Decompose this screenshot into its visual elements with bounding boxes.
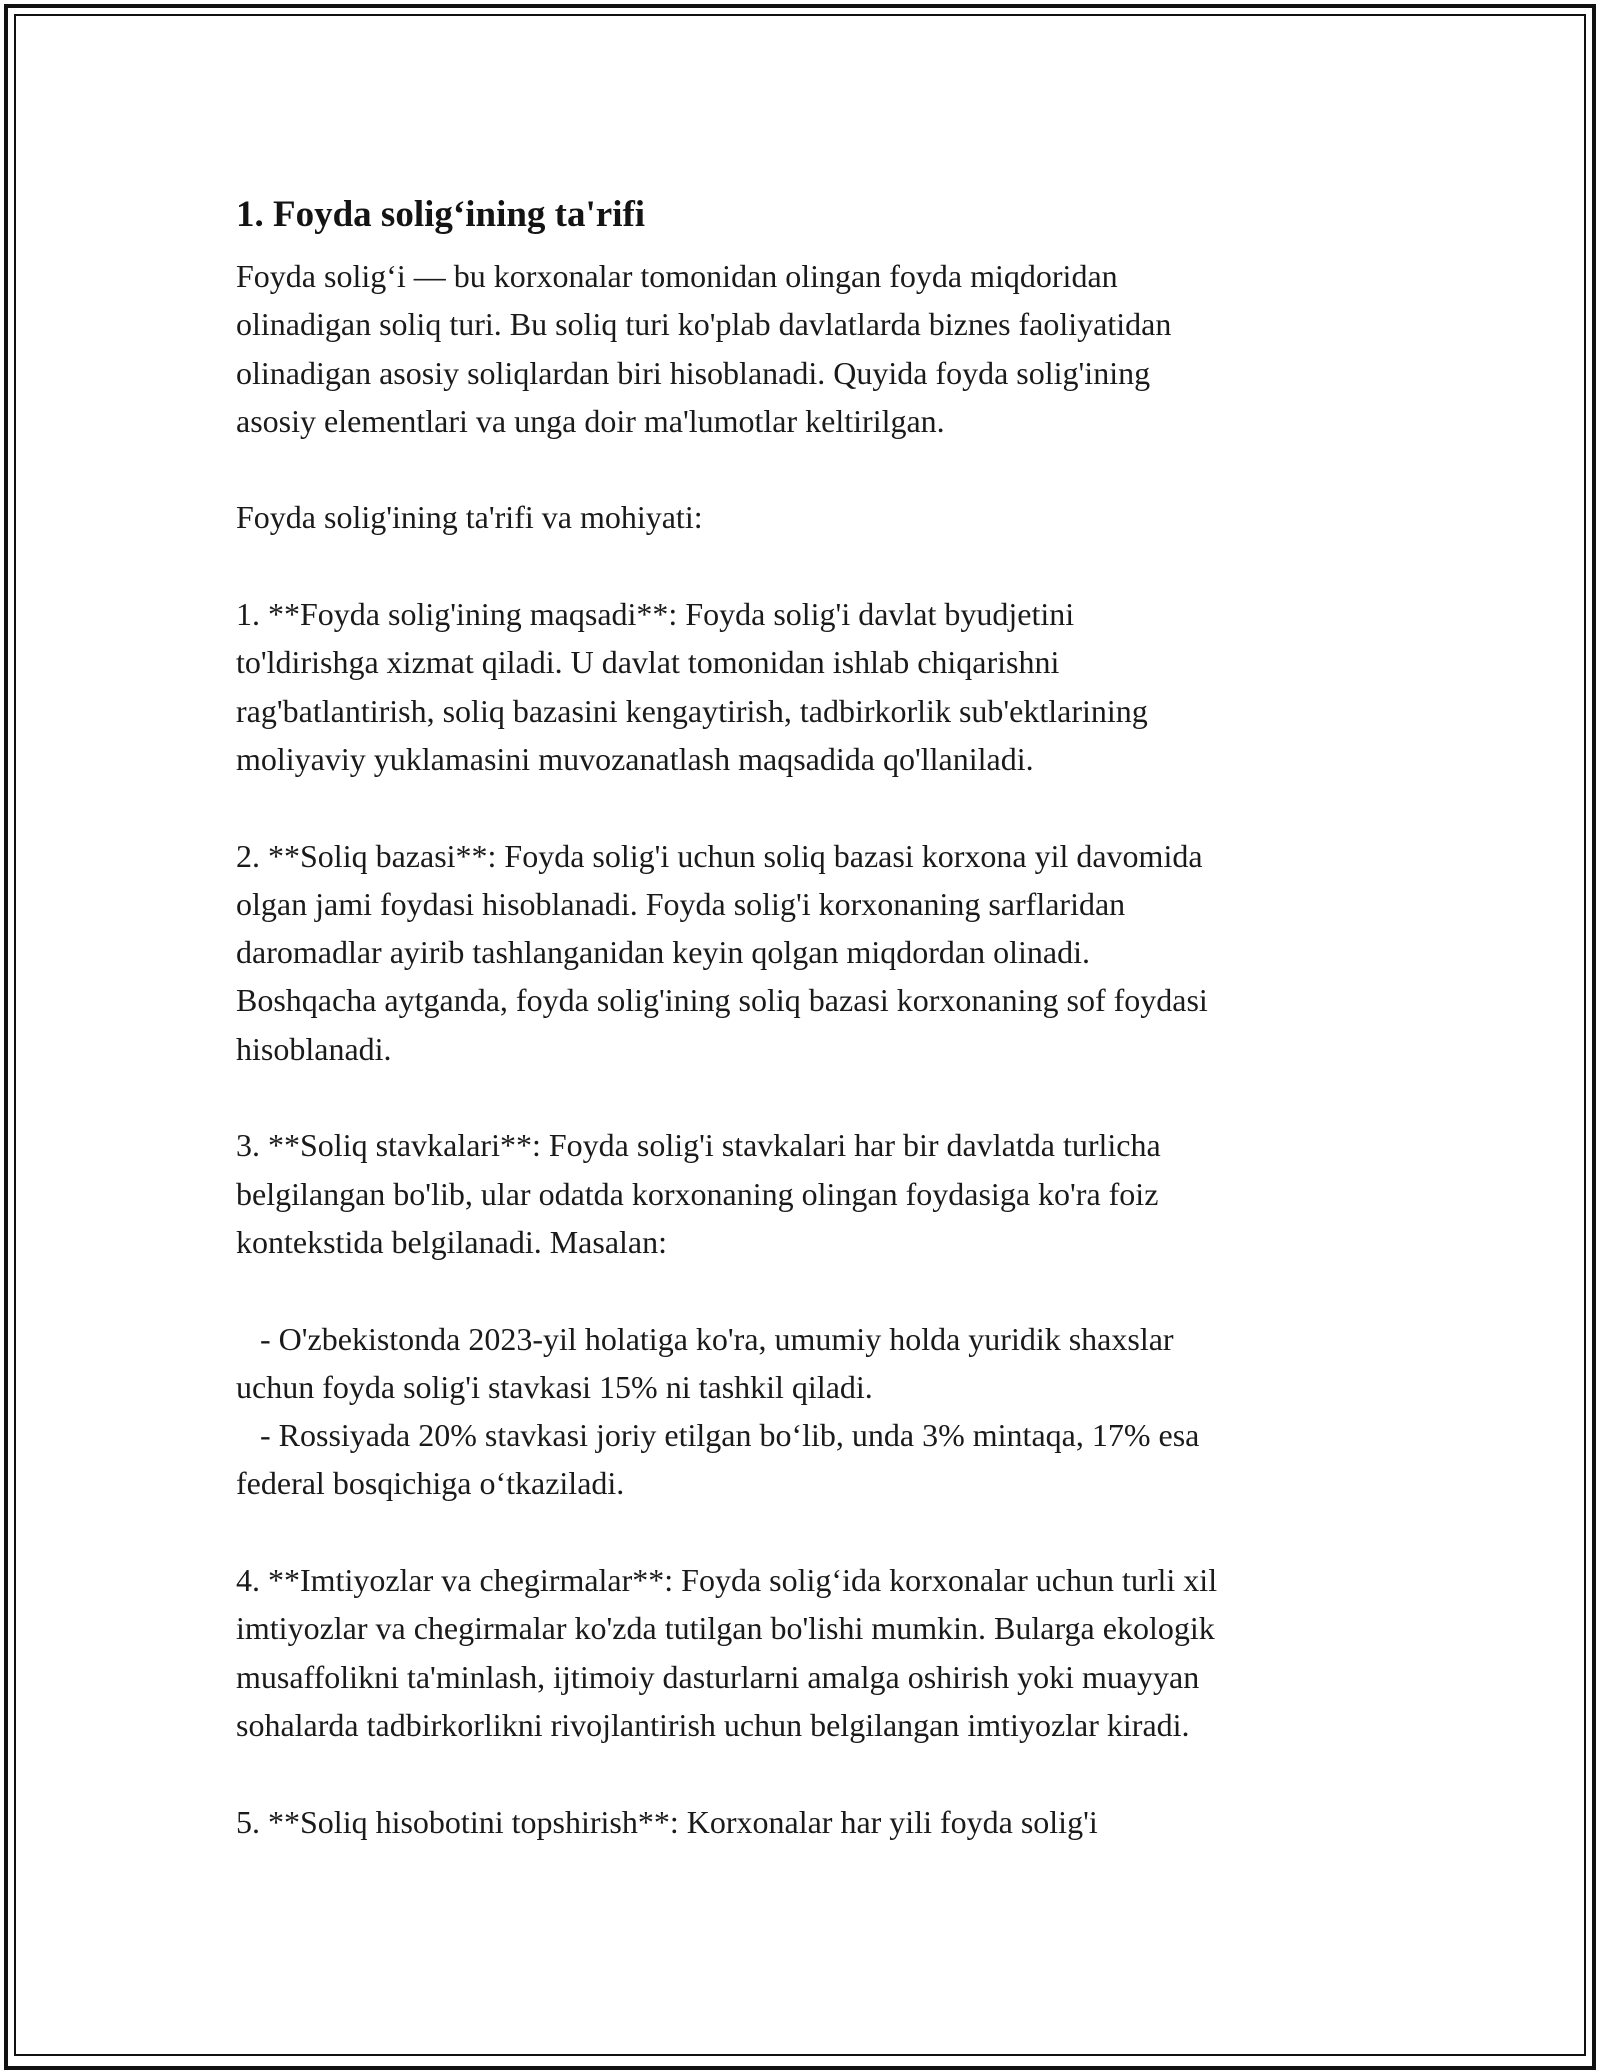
- text-line: 2. **Soliq bazasi**: Foyda solig'i uchun soliq bazasi korxona yil davomida: [236, 837, 1203, 874]
- text-line: - O'zbekistonda 2023-yil holatiga ko'ra, umumiy holda yuridik shaxslar: [236, 1320, 1174, 1357]
- item-4-paragraph: [236, 1556, 1386, 1749]
- text-line: imtiyozlar va chegirmalar ko'zda tutilgan bo'lishi mumkin. Bularga ekologik: [236, 1610, 1215, 1647]
- document-title: 1. Foyda solig‘ining ta'rifi: [236, 194, 646, 235]
- text-line: 5. **Soliq hisobotini topshirish**: Korxonalar har yili foyda solig'i: [236, 1803, 1098, 1840]
- item-2-paragraph: [236, 832, 1386, 1073]
- text-line: rag'batlantirish, soliq bazasini kengaytirish, tadbirkorlik sub'ektlarining: [236, 692, 1148, 729]
- text-line: belgilangan bo'lib, ular odatda korxonaning olingan foydasiga ko'ra foiz: [236, 1175, 1159, 1212]
- text-line: Foyda solig'ining ta'rifi va mohiyati:: [236, 499, 703, 536]
- text-line: uchun foyda solig'i stavkasi 15% ni tashkil qiladi.: [236, 1368, 873, 1405]
- text-line: - Rossiyada 20% stavkasi joriy etilgan bo‘lib, unda 3% mintaqa, 17% esa: [236, 1417, 1200, 1454]
- item-5-paragraph: [236, 1798, 1386, 1846]
- text-line: kontekstida belgilanadi. Masalan:: [236, 1223, 667, 1260]
- text-line: olgan jami foydasi hisoblanadi. Foyda solig'i korxonaning sarflaridan: [236, 885, 1126, 922]
- intro-paragraph: [236, 252, 1386, 445]
- text-line: 3. **Soliq stavkalari**: Foyda solig'i stavkalari har bir davlatda turlicha: [236, 1127, 1161, 1164]
- text-line: to'ldirishga xizmat qiladi. U davlat tomonidan ishlab chiqarishni: [236, 644, 1060, 681]
- text-line: moliyaviy yuklamasini muvozanatlash maqsadida qo'llaniladi.: [236, 740, 1034, 777]
- text-line: Boshqacha aytganda, foyda solig'ining soliq bazasi korxonaning sof foydasi: [236, 982, 1208, 1019]
- text-line: Foyda solig‘i — bu korxonalar tomonidan olingan foyda miqdoridan: [236, 258, 1118, 294]
- item-3-paragraph: [236, 1121, 1386, 1266]
- text-line: sohalarda tadbirkorlikni rivojlantirish uchun belgilangan imtiyozlar kiradi.: [236, 1706, 1190, 1743]
- text-line: asosiy elementlari va unga doir ma'lumotlar keltirilgan.: [236, 402, 945, 439]
- text-line: musaffolikni ta'minlash, ijtimoiy dasturlarni amalga oshirish yoki muayyan: [236, 1658, 1200, 1695]
- document-body: [236, 186, 1386, 1846]
- text-line: daromadlar ayirib tashlanganidan keyin qolgan miqdordan olinadi.: [236, 934, 1090, 971]
- text-line: olinadigan soliq turi. Bu soliq turi ko'plab davlatlarda biznes faoliyatidan: [236, 306, 1172, 343]
- item-1-paragraph: [236, 590, 1386, 783]
- text-line: 4. **Imtiyozlar va chegirmalar**: Foyda solig‘ida korxonalar uchun turli xil: [236, 1562, 1218, 1599]
- text-line: olinadigan asosiy soliqlardan biri hisoblanadi. Quyida foyda solig'ining: [236, 354, 1151, 391]
- text-line: hisoblanadi.: [236, 1030, 392, 1067]
- section-heading-paragraph: [236, 493, 1386, 541]
- text-line: 1. **Foyda solig'ining maqsadi**: Foyda solig'i davlat byudjetini: [236, 596, 1075, 633]
- item-3-examples: [236, 1315, 1386, 1508]
- text-line: federal bosqichiga o‘tkaziladi.: [236, 1465, 625, 1502]
